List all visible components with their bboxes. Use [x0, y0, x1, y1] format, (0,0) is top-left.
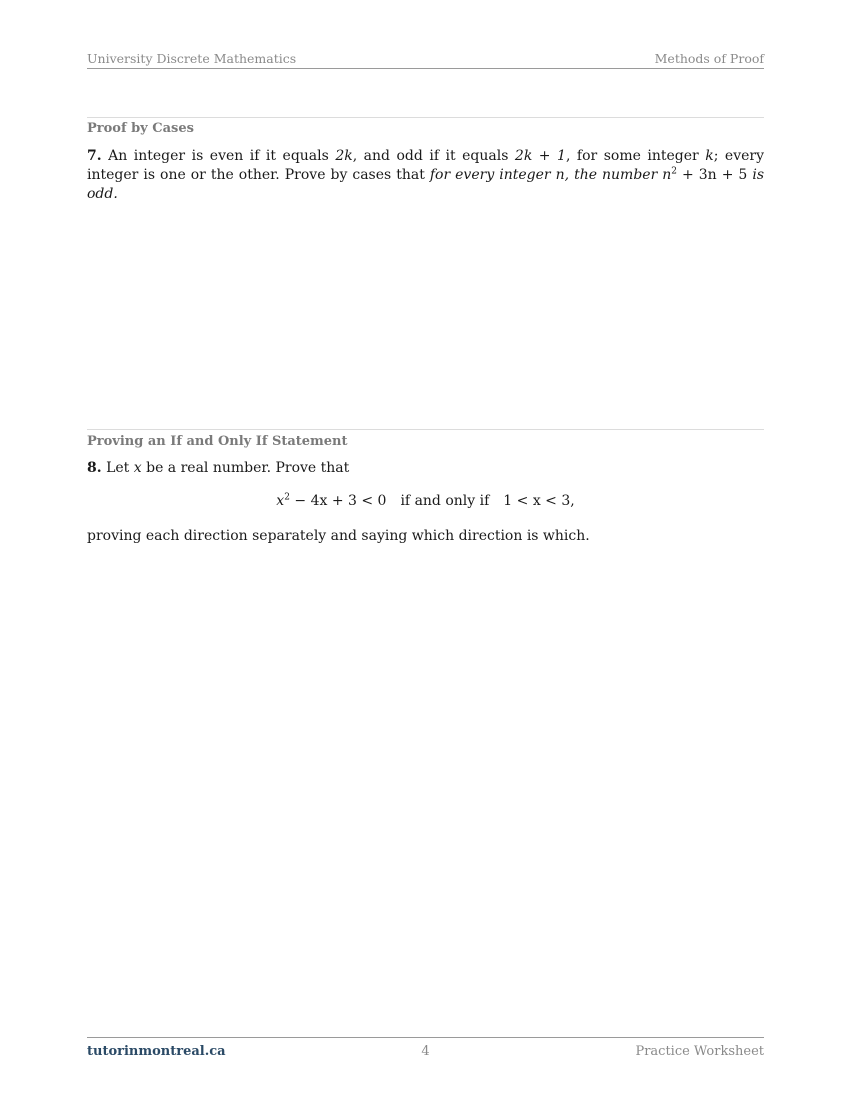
- math-expression: 1 < x < 3,: [503, 493, 575, 509]
- problem-number: 8.: [87, 460, 102, 476]
- section-title-proof-by-cases: Proof by Cases: [87, 121, 194, 136]
- problem-number: 7.: [87, 148, 102, 164]
- page-header: [87, 51, 764, 69]
- math-expression: − 4x + 3 < 0: [289, 493, 387, 509]
- claim-text: is odd.: [87, 167, 765, 202]
- math-expression: n: [662, 167, 672, 183]
- section-divider: [87, 117, 764, 118]
- problem-text: be a real number. Prove that: [141, 460, 350, 476]
- claim-text: for every integer: [429, 167, 556, 183]
- claim-text: , the number: [564, 167, 663, 183]
- worksheet-label: Practice Worksheet: [635, 1044, 764, 1059]
- math-exponent: 2: [671, 166, 678, 177]
- page-footer: [87, 1037, 764, 1059]
- site-link[interactable]: tutorinmontreal.ca: [87, 1044, 226, 1059]
- display-equation: [87, 493, 764, 509]
- page-number: 4: [421, 1044, 430, 1059]
- section-divider: [87, 429, 764, 430]
- problem-text: , and odd if it equals: [352, 148, 515, 164]
- math-exponent: 2: [284, 492, 290, 503]
- section-title-iff: Proving an If and Only If Statement: [87, 434, 348, 449]
- math-expression: + 3n + 5: [677, 167, 748, 183]
- connector-text: if and only if: [400, 493, 490, 509]
- problem-8-continuation: proving each direction separately and saying which direction is which.: [87, 528, 590, 544]
- problem-7: [87, 147, 764, 204]
- math-expression: 2k + 1: [514, 148, 566, 164]
- problem-8: [87, 459, 764, 478]
- problem-text: ; every integer is one or the other. Prove by cases that: [87, 148, 765, 183]
- math-expression: 2k: [335, 148, 353, 164]
- math-expression: x: [133, 460, 142, 476]
- problem-text: An integer is even if it equals: [108, 148, 336, 164]
- problem-text: , for some integer: [565, 148, 706, 164]
- course-title: University Discrete Mathematics: [87, 51, 297, 66]
- math-expression: n: [555, 167, 565, 183]
- math-expression: k: [705, 148, 714, 164]
- math-expression: x: [276, 493, 285, 509]
- chapter-title: Methods of Proof: [654, 51, 764, 66]
- problem-text: Let: [106, 460, 134, 476]
